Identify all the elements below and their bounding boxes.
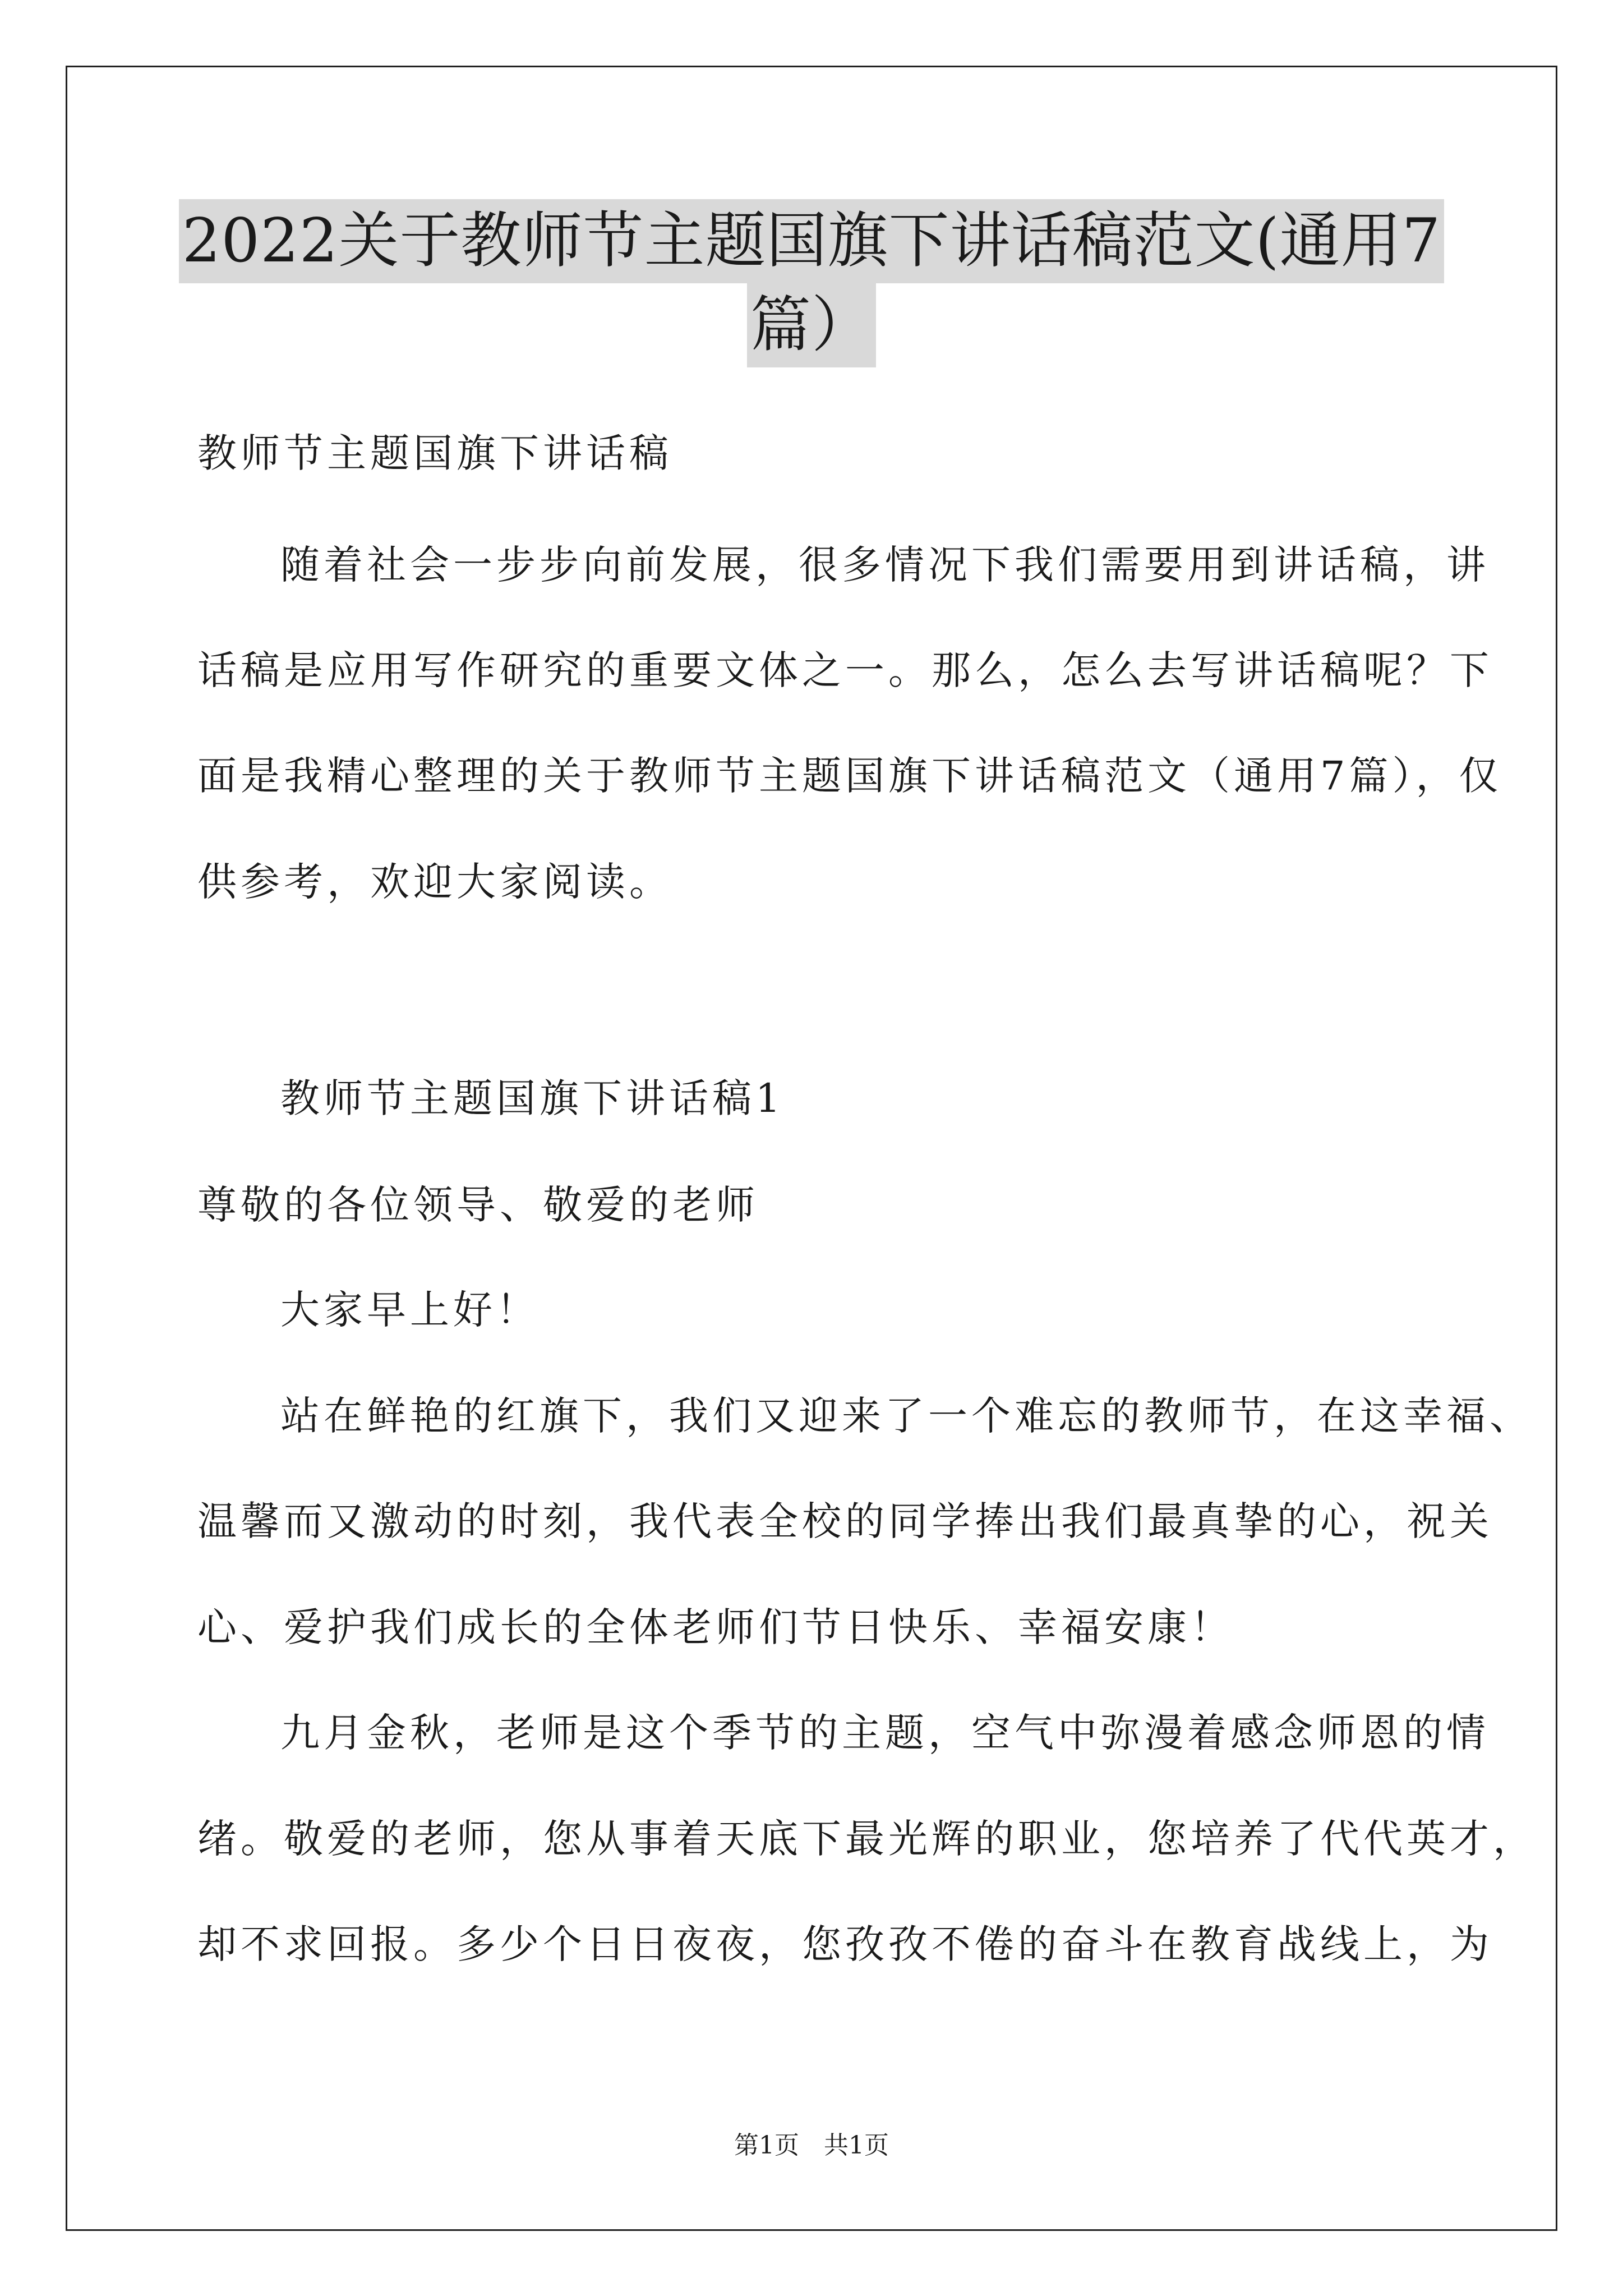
speech-heading: 教师节主题国旗下讲话稿1 <box>280 1075 785 1121</box>
paragraph-line: 绪。敬爱的老师，您从事着天底下最光辉的职业，您培养了代代英才， <box>197 1816 1536 1862</box>
paragraph-line: 温馨而又激动的时刻，我代表全校的同学捧出我们最真挚的心，祝关 <box>197 1498 1493 1544</box>
paragraph-line: 随着社会一步步向前发展，很多情况下我们需要用到讲话稿，讲 <box>280 542 1490 588</box>
title-line-1: 2022关于教师节主题国旗下讲话稿范文(通用7 <box>179 199 1445 283</box>
document-title <box>0 199 1623 367</box>
paragraph-line: 面是我精心整理的关于教师节主题国旗下讲话稿范文（通用7篇），仅 <box>197 753 1502 799</box>
greeting: 大家早上好！ <box>280 1287 540 1333</box>
section-heading: 教师节主题国旗下讲话稿 <box>197 430 672 476</box>
title-line-2: 篇） <box>747 283 876 367</box>
page-footer: 第1页 共1页 <box>734 2131 889 2160</box>
paragraph-line: 供参考，欢迎大家阅读。 <box>197 859 672 905</box>
paragraph-line: 却不求回报。多少个日日夜夜，您孜孜不倦的奋斗在教育战线上，为 <box>197 1921 1493 1967</box>
page-frame <box>66 66 1557 2231</box>
paragraph-line: 九月金秋，老师是这个季节的主题，空气中弥漫着感念师恩的情 <box>280 1710 1490 1756</box>
salutation: 尊敬的各位领导、敬爱的老师 <box>197 1182 759 1228</box>
paragraph-line: 心、爱护我们成长的全体老师们节日快乐、幸福安康！ <box>197 1604 1234 1650</box>
paragraph-line: 话稿是应用写作研究的重要文体之一。那么，怎么去写讲话稿呢？下 <box>197 647 1493 693</box>
paragraph-line: 站在鲜艳的红旗下，我们又迎来了一个难忘的教师节，在这幸福、 <box>280 1393 1533 1439</box>
